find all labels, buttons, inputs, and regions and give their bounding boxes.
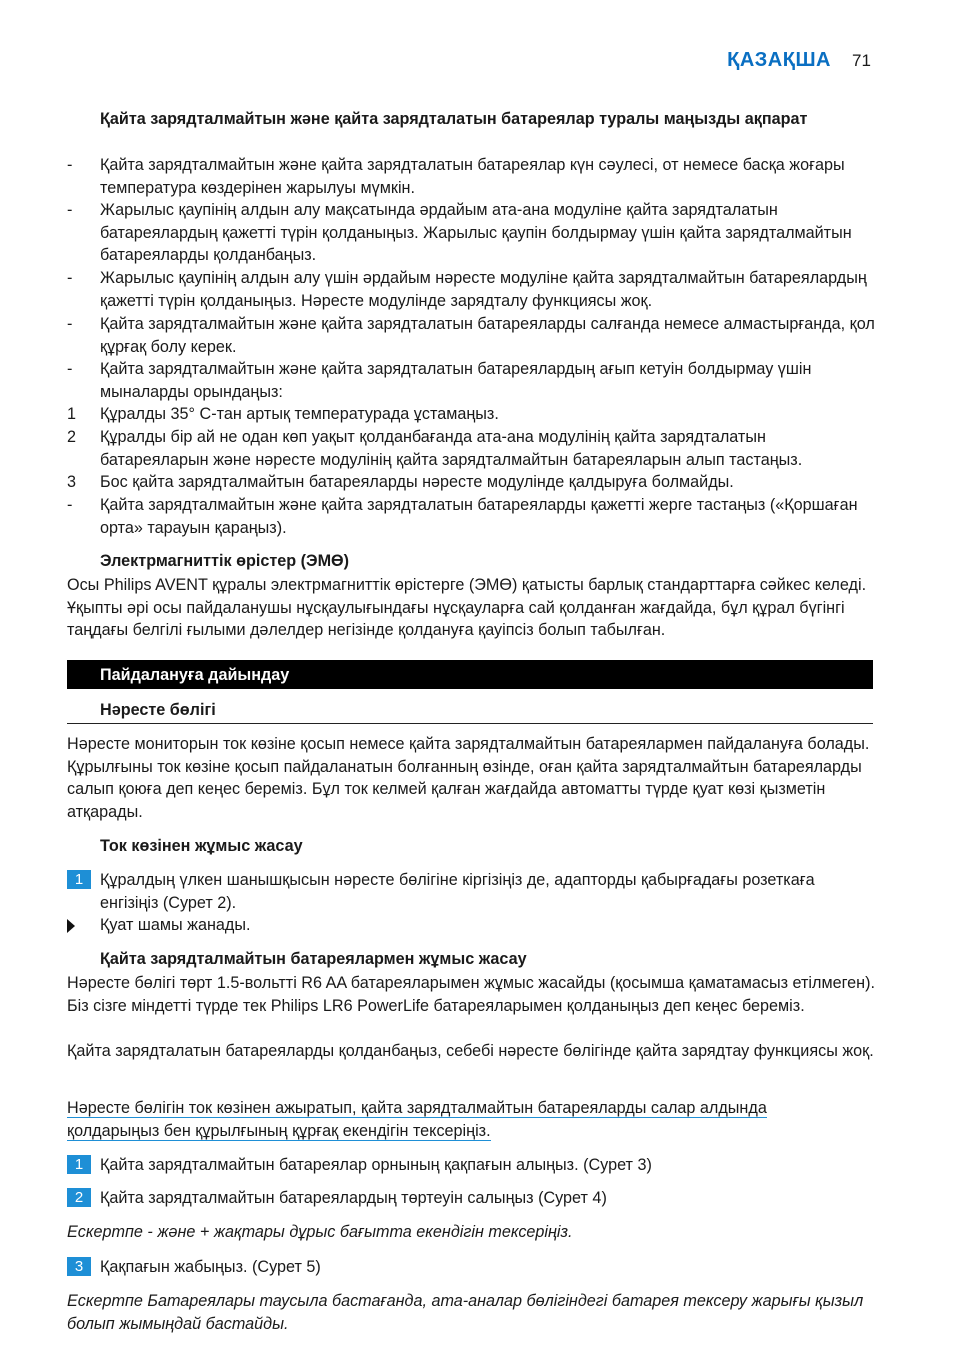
list-marker: - [67, 156, 73, 174]
battery-info-title: Қайта зарядталмайтын және қайта зарядталатын батареялар туралы маңызды ақпарат [100, 110, 808, 128]
warning-line-2 [67, 1120, 877, 1143]
language-label: ҚАЗАҚША [727, 49, 831, 71]
list-marker: - [67, 201, 73, 219]
battery-title: Қайта зарядталмайтын батареялармен жұмыс жасау [100, 950, 527, 968]
result-arrow-icon [67, 919, 75, 933]
step-number: 2 [67, 1188, 91, 1207]
list-item [67, 313, 877, 358]
list-marker: - [67, 315, 73, 333]
mains-result [67, 914, 877, 937]
list-marker: 3 [67, 473, 77, 491]
list-item [67, 267, 877, 312]
step-text: Қақпағын жабыңыз. (Сурет 5) [100, 1258, 321, 1276]
warning-text-1: Нәресте бөлігін ток көзінен ажыратып, қайта зарядталмайтын батареяларды салар алдында [67, 1099, 767, 1117]
list-item-text: Қайта зарядталмайтын және қайта зарядталатын батареяларды қажетті жерге тастаңыз («Қоршаған орта» тарауын қараңыз). [100, 496, 858, 537]
battery-text-1: Нәресте бөлігі төрт 1.5-вольтті R6 AA батареяларымен жұмыс жасайды (қосымша қаматамасыз етілмеген). Біз сізге міндетті түрде тек Philips LR6 PowerLife батареяларымен қолданыңыз деп кеңес береміз. [67, 974, 875, 1015]
note-2: Ескертпе Батареялары таусыла бастағанда, ата-аналар бөлігіндегі батарея тексеру жарығы қызыл болып жымыңдай бастайды. [67, 1292, 864, 1333]
list-item [67, 154, 877, 199]
list-item [67, 358, 877, 403]
step-text: Құралдың үлкен шанышқысын нәресте бөлігіне кіргізіңіз де, адапторды қабырғадағы розеткаға енгізіңіз (Сурет 2). [100, 871, 815, 912]
list-item-text: Қайта зарядталмайтын және қайта зарядталатын батареяларды салғанда немесе алмастырғанда, қол құрғақ болу керек. [100, 315, 875, 356]
divider [67, 723, 873, 724]
list-item-text: Құралды 35° С-тан артық температурада ұстамаңыз. [100, 405, 499, 423]
list-item-text: Қайта зарядталмайтын және қайта зарядталатын батареялардың ағып кетуін болдырмау үшін мыналарды орындаңыз: [100, 360, 812, 401]
page-number: 71 [852, 51, 871, 70]
list-item-text: Жарылыс қаупінің алдын алу үшін әрдайым нәресте модуліне қайта зарядталмайтын батареялардың қажетті түрін қолданыңыз. Нәресте модулінде зарядталу функциясы жоқ. [100, 269, 867, 310]
step-text: Қайта зарядталмайтын батареялар орнының қақпағын алыңыз. (Сурет 3) [100, 1156, 652, 1174]
section-title: Пайдалануға дайындау [100, 666, 290, 684]
warning-text-2: қолдарыңыз бен құрылғының құрғақ екендігін тексеріңіз. [67, 1122, 491, 1140]
battery-text-2: Қайта зарядталатын батареяларды қолданбаңыз, себебі нәресте бөлігінде қайта зарядтау функциясы жоқ. [67, 1042, 874, 1060]
step-number: 1 [67, 870, 91, 889]
list-item-text: Құралды бір ай не одан көп уақыт қолданбағанда ата-ана модулінің қайта зарядталатын батареяларын және нәресте модулінің қайта зарядталмайтын батареяларын алып тастаңыз. [100, 428, 803, 469]
list-item [67, 494, 877, 539]
warning-line-1 [67, 1097, 877, 1120]
list-marker: - [67, 360, 73, 378]
list-item-text: Қайта зарядталмайтын және қайта зарядталатын батареялар күн сәулесі, от немесе басқа жоғары температура көздерінен жарылуы мүмкін. [100, 156, 845, 197]
list-marker: - [67, 496, 73, 514]
list-item-text: Бос қайта зарядталмайтын батареяларды нәресте модулінде қалдыруға болмайды. [100, 473, 734, 491]
mains-title: Ток көзінен жұмыс жасау [100, 837, 303, 855]
list-item [67, 403, 877, 426]
battery-step [67, 1256, 877, 1279]
list-item [67, 426, 877, 471]
emf-title: Электрмагниттік өрістер (ЭМӨ) [100, 552, 350, 570]
baby-unit-text: Нәресте мониторын ток көзіне қосып немесе қайта зарядталмайтын батареялармен пайдалануға болады. Құрылғыны ток көзіне қосып пайдаланатын болғанның өзінде, оған қайта зарядталмайтын батареяларды салып қоюға деп кеңес береміз. Бұл ток келмей қалған жағдайда автоматты түрде қуат көзі қызметін атқарады. [67, 735, 870, 821]
result-text: Қуат шамы жанады. [100, 916, 251, 934]
list-item [67, 471, 877, 494]
mains-step [67, 869, 877, 914]
note-1: Ескертпе - және + жақтары дұрыс бағытта екендігін тексеріңіз. [67, 1223, 573, 1241]
battery-step [67, 1187, 877, 1210]
step-number: 1 [67, 1155, 91, 1174]
list-marker: - [67, 269, 73, 287]
list-item [67, 199, 877, 267]
battery-step [67, 1154, 877, 1177]
step-text: Қайта зарядталмайтын батареялардың төртеуін салыңыз (Сурет 4) [100, 1189, 607, 1207]
list-marker: 1 [67, 405, 77, 423]
step-number: 3 [67, 1257, 91, 1276]
emf-text: Осы Philips AVENT құралы электрмагниттік өрістерге (ЭМӨ) қатысты барлық стандарттарға сәйкес келеді. Ұқыпты әрі осы пайдаланушы нұсқаулығындағы нұсқауларға сай қолданған жағдайда, бұл құрал бүгінгі таңдағы белгілі ғылыми дәлелдер негізінде қолдануға қауіпсіз болып табылған. [67, 576, 867, 640]
section-bar [67, 660, 873, 689]
baby-unit-title: Нәресте бөлігі [100, 701, 216, 719]
list-item-text: Жарылыс қаупінің алдын алу мақсатында әрдайым ата-ана модуліне қайта зарядталатын батареялардың қажетті түрін қолданыңыз. Жарылыс қаупін болдырмау үшін қайта зарядталмайтын батареяларды қолданбаңыз. [100, 201, 852, 265]
list-marker: 2 [67, 428, 77, 446]
